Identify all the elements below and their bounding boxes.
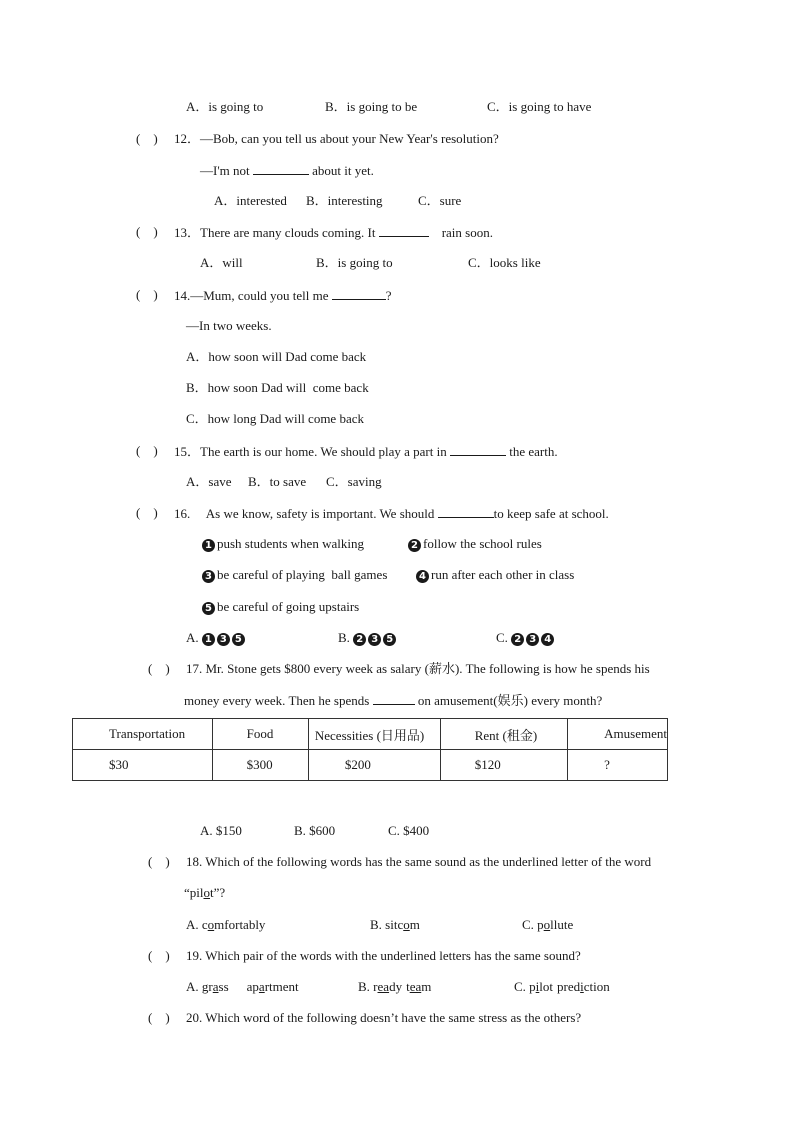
q19-b-word1-pre: r — [373, 979, 378, 994]
circled-number-icon: 5 — [383, 633, 396, 646]
q15-option-b: B．to save — [248, 474, 307, 489]
q13-answer-paren: ( ) — [136, 224, 158, 239]
table-header-transportation: Transportation — [73, 719, 213, 750]
q12-reply-line — [200, 162, 374, 179]
q19-option-c — [514, 979, 610, 995]
table-header-amusement: Amusement — [568, 719, 668, 750]
q13-stem — [174, 224, 493, 241]
q13-option-b: B．is going to — [316, 255, 393, 270]
q15-option-a: A．save — [186, 474, 232, 489]
q16-stem-end: to keep safe at school. — [493, 506, 609, 521]
q16-item-4-text: run after each other in class — [431, 567, 575, 582]
q17-expense-table — [72, 718, 668, 781]
circled-number-icon: 1 — [202, 633, 215, 646]
q16-stem-start: 16. As we know, safety is important. We should — [174, 506, 438, 521]
q12-option-a: A．interested — [214, 193, 287, 208]
q12-stem: 12．—Bob, can you tell us about your New Year's resolution? — [174, 131, 499, 146]
q16-item-5 — [202, 599, 359, 615]
q12-reply-end: about it yet. — [308, 163, 374, 178]
q14-stem — [174, 287, 392, 304]
circled-number-icon: 3 — [202, 570, 215, 583]
table-row — [73, 750, 668, 781]
q19-a-word2-pre: ap — [246, 979, 259, 994]
q18-option-a — [186, 917, 265, 933]
q19-a-word1-post: ss — [218, 979, 229, 994]
circled-number-icon: 3 — [526, 633, 539, 646]
q17-blank — [373, 692, 415, 705]
q15-blank — [450, 443, 506, 456]
table-cell-necessities: $200 — [308, 750, 440, 781]
q15-answer-paren: ( ) — [136, 443, 158, 458]
table-cell-transportation: $30 — [73, 750, 213, 781]
q19-b-word1-post: dy — [389, 979, 403, 994]
q19-c-word2-pre: pred — [557, 979, 581, 994]
q16-option-c-label: C. — [496, 630, 512, 645]
q19-answer-paren: ( ) — [148, 948, 170, 963]
q18-option-c — [522, 917, 573, 933]
q19-c-word2-post: ction — [583, 979, 610, 994]
q11-option-c: C．is going to have — [487, 99, 592, 114]
q19-b-word2-underlined: ea — [409, 979, 422, 994]
q16-option-a-label: A. — [186, 630, 202, 645]
q16-item-5-text: be careful of going upstairs — [217, 599, 360, 614]
q16-item-4 — [416, 567, 574, 583]
q16-option-b — [338, 630, 398, 646]
q18-option-a-underlined: o — [207, 917, 215, 932]
q13-blank — [379, 224, 429, 237]
q16-item-2 — [408, 536, 542, 552]
circled-number-icon: 2 — [353, 633, 366, 646]
q18-option-a-pre: A. c — [186, 917, 208, 932]
q19-option-b — [358, 979, 431, 995]
circled-number-icon: 3 — [217, 633, 230, 646]
circled-number-icon: 3 — [368, 633, 381, 646]
q14-option-b: B．how soon Dad will come back — [186, 380, 369, 395]
q16-blank — [438, 505, 494, 518]
circled-number-icon: 2 — [408, 539, 421, 552]
circled-number-icon: 4 — [416, 570, 429, 583]
table-header-row — [73, 719, 668, 750]
q17-stem-line1: 17. Mr. Stone gets $800 every week as salary (薪水). The following is how he spends his — [186, 661, 650, 676]
table-header-necessities: Necessities (日用品) — [308, 719, 440, 750]
q16-stem — [174, 505, 609, 522]
q16-item-1 — [202, 536, 364, 552]
q18-target-word — [184, 885, 225, 901]
q20-answer-paren: ( ) — [148, 1010, 170, 1025]
q16-item-1-text: push students when walking — [217, 536, 364, 551]
q19-a-word1-underlined: a — [212, 979, 219, 994]
q14-stem-start: 14.—Mum, could you tell me — [174, 288, 332, 303]
q19-option-a-label: A. — [186, 979, 202, 994]
circled-number-icon: 5 — [232, 633, 245, 646]
q16-option-c — [496, 630, 556, 646]
table-cell-food: $300 — [212, 750, 308, 781]
q17-option-c: C. $400 — [388, 823, 430, 838]
q19-stem: 19. Which pair of the words with the underlined letters has the same sound? — [186, 948, 581, 963]
q12-reply-start: —I'm not — [200, 163, 253, 178]
q17-stem-line2-start: money every week. Then he spends — [184, 693, 373, 708]
q19-a-word2-post: rtment — [264, 979, 299, 994]
q18-stem-line1: 18. Which of the following words has the same sound as the underlined letter of the word — [186, 854, 652, 869]
table-header-rent: Rent (租金) — [440, 719, 567, 750]
q19-c-word2-underlined: i — [580, 979, 584, 994]
circled-number-icon: 2 — [511, 633, 524, 646]
circled-number-icon: 1 — [202, 539, 215, 552]
q12-option-b: B．interesting — [306, 193, 383, 208]
q15-stem — [174, 443, 558, 460]
q15-stem-start: 15．The earth is our home. We should play a part in — [174, 444, 450, 459]
q19-option-a — [186, 979, 299, 995]
q11-option-b: B．is going to be — [325, 99, 418, 114]
q19-b-word1-underlined: ea — [377, 979, 390, 994]
q19-c-word1-pre: p — [529, 979, 536, 994]
q19-b-word2-post: m — [421, 979, 432, 994]
q16-item-3-text: be careful of playing ball games — [217, 567, 388, 582]
q16-item-2-text: follow the school rules — [423, 536, 542, 551]
q18-option-b-pre: B. sitc — [370, 917, 404, 932]
q19-c-word1-underlined: i — [535, 979, 540, 994]
q20-stem: 20. Which word of the following doesn’t have the same stress as the others? — [186, 1010, 582, 1025]
q18-option-c-post: llute — [550, 917, 574, 932]
q15-stem-end: the earth. — [505, 444, 558, 459]
q19-a-word2-underlined: a — [258, 979, 265, 994]
q17-answer-paren: ( ) — [148, 661, 170, 676]
q16-answer-paren: ( ) — [136, 505, 158, 520]
circled-number-icon: 5 — [202, 602, 215, 615]
q16-item-3 — [202, 567, 387, 583]
q17-stem-line2 — [184, 692, 602, 709]
q15-option-c: C．saving — [326, 474, 382, 489]
circled-number-icon: 4 — [541, 633, 554, 646]
q12-answer-paren: ( ) — [136, 131, 158, 146]
q16-option-a — [186, 630, 247, 646]
q18-word-start: “pil — [184, 885, 204, 900]
q18-option-c-pre: C. p — [522, 917, 544, 932]
q19-option-c-label: C. — [514, 979, 530, 994]
q13-option-a: A．will — [200, 255, 243, 270]
q14-reply: —In two weeks. — [186, 318, 272, 333]
q13-stem-start: 13．There are many clouds coming. It — [174, 225, 379, 240]
q12-option-c: C．sure — [418, 193, 462, 208]
q14-stem-end: ? — [385, 288, 392, 303]
q13-stem-end: rain soon. — [428, 225, 493, 240]
q14-answer-paren: ( ) — [136, 287, 158, 302]
q18-option-a-post: mfortably — [214, 917, 266, 932]
q17-stem-line2-end: on amusement(娱乐) every month? — [414, 693, 603, 708]
q18-answer-paren: ( ) — [148, 854, 170, 869]
q18-word-end: t”? — [210, 885, 226, 900]
q17-option-a: A. $150 — [200, 823, 242, 838]
q18-option-b — [370, 917, 420, 933]
q17-option-b: B. $600 — [294, 823, 336, 838]
q19-b-word2-pre: t — [406, 979, 410, 994]
q11-option-a: A．is going to — [186, 99, 264, 114]
q18-option-b-post: m — [409, 917, 420, 932]
table-cell-amusement: ? — [568, 750, 668, 781]
q19-a-word1-pre: gr — [201, 979, 213, 994]
q18-option-b-underlined: o — [403, 917, 410, 932]
q16-option-b-label: B. — [338, 630, 354, 645]
q14-option-c: C．how long Dad will come back — [186, 411, 364, 426]
q13-option-c: C．looks like — [468, 255, 541, 270]
q14-blank — [332, 287, 386, 300]
table-header-food: Food — [212, 719, 308, 750]
q19-c-word1-post: lot — [539, 979, 554, 994]
q18-word-underlined: o — [203, 885, 210, 900]
table-cell-rent: $120 — [440, 750, 567, 781]
q18-option-c-underlined: o — [543, 917, 551, 932]
q19-option-b-label: B. — [358, 979, 374, 994]
q14-option-a: A．how soon will Dad come back — [186, 349, 367, 364]
q12-blank — [253, 162, 309, 175]
